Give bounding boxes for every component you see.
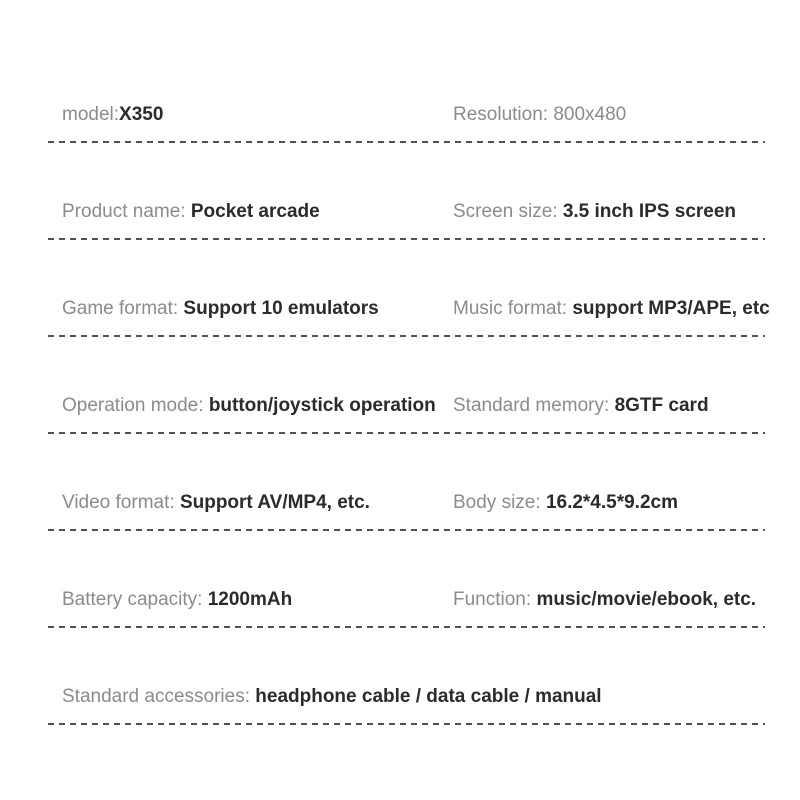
body-size-value: 16.2*4.5*9.2cm xyxy=(545,492,678,513)
spec-item-resolution xyxy=(453,102,626,128)
spec-item-music-format xyxy=(453,296,770,322)
spec-item-operation-mode xyxy=(62,393,436,419)
spec-item-standard-accessories xyxy=(62,684,602,710)
body-size-label: Body size: xyxy=(453,492,546,513)
screen-size-value: 3.5 inch IPS screen xyxy=(562,201,737,222)
standard-accessories-value: headphone cable / data cable / manual xyxy=(255,686,602,707)
spec-item-function xyxy=(453,587,756,613)
video-format-label: Video format: xyxy=(62,492,180,513)
model-label: model: xyxy=(62,104,120,125)
music-format-value: support MP3/APE, etc xyxy=(572,298,770,319)
product-name-value: Pocket arcade xyxy=(190,201,320,222)
game-format-label: Game format: xyxy=(62,298,184,319)
function-value: music/movie/ebook, etc. xyxy=(536,589,757,610)
spec-item-model xyxy=(62,102,163,128)
spec-item-game-format xyxy=(62,296,379,322)
battery-capacity-label: Battery capacity: xyxy=(62,589,208,610)
video-format-value: Support AV/MP4, etc. xyxy=(179,492,370,513)
spec-row-video-body xyxy=(0,434,800,531)
spec-row-battery-function xyxy=(0,531,800,628)
screen-size-label: Screen size: xyxy=(453,201,563,222)
standard-accessories-label: Standard accessories: xyxy=(62,686,256,707)
dashed-divider xyxy=(48,723,765,725)
spec-table xyxy=(0,46,800,725)
spec-row-model-resolution xyxy=(0,46,800,143)
spec-row-name-screen xyxy=(0,143,800,240)
product-name-label: Product name: xyxy=(62,201,191,222)
spec-row-operation-memory xyxy=(0,337,800,434)
spec-item-body-size xyxy=(453,490,678,516)
spec-item-standard-memory xyxy=(453,393,709,419)
music-format-label: Music format: xyxy=(453,298,573,319)
operation-mode-value: button/joystick operation xyxy=(208,395,436,416)
game-format-value: Support 10 emulators xyxy=(183,298,379,319)
spec-row-game-music xyxy=(0,240,800,337)
spec-item-product-name xyxy=(62,199,320,225)
spec-item-video-format xyxy=(62,490,370,516)
model-value: X350 xyxy=(119,104,164,125)
standard-memory-label: Standard memory: xyxy=(453,395,615,416)
spec-item-battery-capacity xyxy=(62,587,292,613)
spec-row-accessories xyxy=(0,628,800,725)
operation-mode-label: Operation mode: xyxy=(62,395,209,416)
spec-item-screen-size xyxy=(453,199,736,225)
battery-capacity-value: 1200mAh xyxy=(207,589,293,610)
standard-memory-value: 8GTF card xyxy=(614,395,709,416)
function-label: Function: xyxy=(453,589,537,610)
resolution-label: Resolution: xyxy=(453,104,554,125)
resolution-value: 800x480 xyxy=(553,104,627,125)
